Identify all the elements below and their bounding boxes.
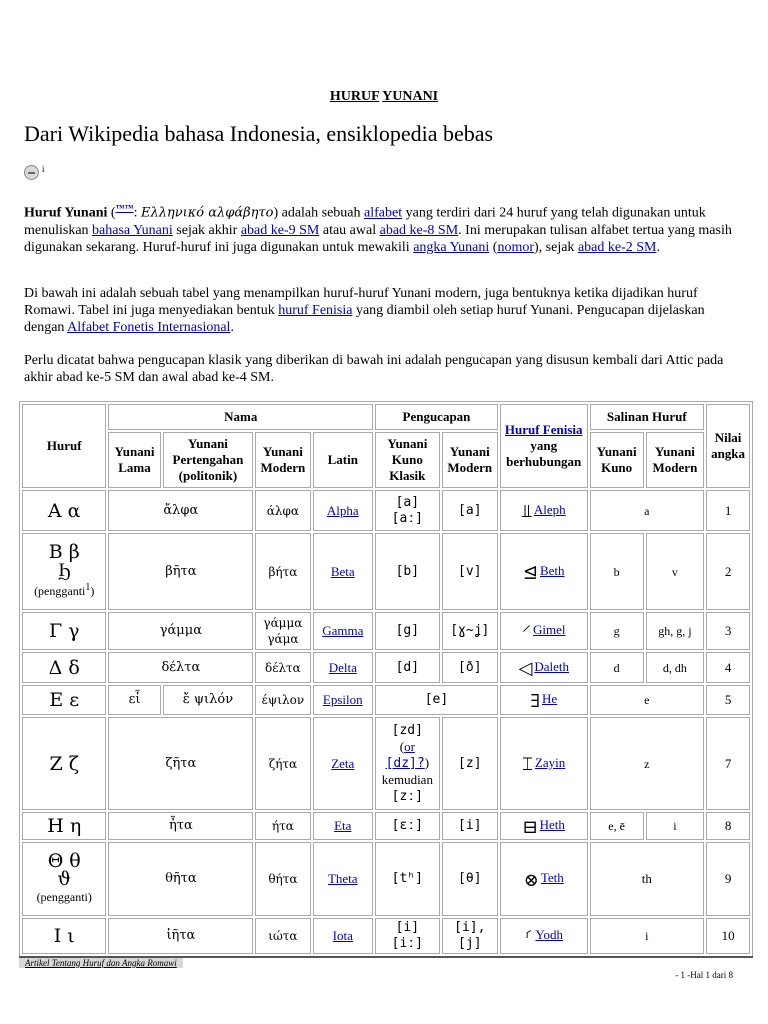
phoenician-cell [500,842,588,916]
link-he[interactable]: He [542,691,558,707]
modern-pron-cell: [ð] [442,652,498,683]
letter-cell: Β β Ϧ (pengganti$^1$) [22,533,106,610]
header-word-huruf[interactable]: HURUF [329,89,380,104]
value-cell: 1 [706,490,750,531]
letter-cell: Α α [22,490,106,531]
translit-cell: th [590,842,705,916]
modern-name-cell: βήτα [255,533,310,610]
modern-name-cell: δέλτα [255,652,310,683]
translit-cell: e [590,685,705,715]
intro-paragraph: Huruf Yunani (™™: Ελληνικό αλφάβητο) adalah sebuah alfabet yang terdiri dari 24 huruf yang telah digunakan untuk menuliskan bahasa Yunani sejak akhir abad ke-9 SM atau awal abad ke-8 SM. Ini merupakan tulisan alfabet tertua yang masih digunakan sekarang. Huruf-huruf ini juga digunakan untuk mewakili angka Yunani (nomor), sejak abad ke-2 SM. [24,203,732,255]
value-cell: 3 [706,612,750,650]
aleph-glyph-icon: ⫫ [521,501,532,521]
col-yunani-lama: Yunani Lama [108,432,160,488]
ancient-name-cell: ἄλφα [108,490,253,531]
translit-ancient-cell: d [590,652,644,683]
value-cell: 7 [706,717,750,810]
modern-name-cell: θήτα [255,842,310,916]
article-subject: Huruf Yunani [24,205,108,221]
translit-modern-cell: v [646,533,704,610]
table-row [22,918,750,954]
col-latin: Latin [313,432,373,488]
ancient-name-cell: βῆτα [108,533,253,610]
letter-cell: Ι ι [22,918,106,954]
link-zeta[interactable]: Zeta [331,755,355,771]
table-row [22,812,750,840]
modern-name-cell: γάμμα γάμα [255,612,310,650]
pron-cell: [e] [375,685,498,715]
link-iota[interactable]: Iota [332,928,353,943]
modern-name-cell: ζήτα [255,717,310,810]
ancient-name-cell: ἰῆτα [108,918,253,954]
classical-pron-cell: [d] [375,652,440,683]
value-cell: 9 [706,842,750,916]
value-cell: 2 [706,533,750,610]
modern-pron-cell: [θ] [442,842,498,916]
table-row [22,685,750,715]
page-header [0,89,768,105]
link-huruf-fenisia[interactable]: huruf Fenisia [278,303,353,318]
link-gamma[interactable]: Gamma [322,623,364,638]
translit-ancient-cell: b [590,533,644,610]
translit-cell: z [590,717,705,810]
translit-cell: i [590,918,705,954]
translit-ancient-cell: g [590,612,644,650]
classical-pron-cell: [a] [aː] [375,490,440,531]
link-daleth[interactable]: Daleth [534,658,569,674]
value-cell: 8 [706,812,750,840]
classical-pron-cell: [ɛː] [375,812,440,840]
classical-pron-cell: [zd] (or [dz]?) kemudian [zː] [375,717,440,810]
value-cell: 4 [706,652,750,683]
modern-name-cell: άλφα [255,490,310,531]
modern-name-cell: ήτα [255,812,310,840]
link-nomor[interactable]: nomor [497,239,534,255]
classical-pron-cell: [g] [375,612,440,650]
col-nilai: Nilai angka [706,404,750,488]
ancient-name-cell: δέλτα [108,652,253,683]
link-dz[interactable]: [dz]? [385,756,425,771]
table-row [22,717,750,810]
link-abad-ke-9-sm[interactable]: abad ke-9 SM [240,222,320,238]
page-number: - 1 -Hal 1 dari 8 [675,970,733,980]
col-salinan: Salinan Huruf [590,404,705,430]
link-or[interactable]: or [404,739,415,754]
page-title: Dari Wikipedia bahasa Indonesia, ensiklopedia bebas [24,121,494,146]
modern-pron-cell: [ɣ~ʝ] [442,612,498,650]
col-yunani-kuno: Yunani Kuno [590,432,644,488]
table-description-paragraph: Di bawah ini adalah sebuah tabel yang menampilkan huruf-huruf Yunani modern, juga bentuknya ketika dijadikan huruf Romawi. Tabel ini juga menyediakan bentuk huruf Fenisia yang diambil oleh setiap huruf Yunani. Pengucapan dijelaskan dengan Alfabet Fonetis Internasional. [24,286,705,335]
col-pengucapan: Pengucapan [375,404,498,430]
col-fenisia: Huruf Fenisia yang berhubungan [500,404,588,488]
letter-cell: Η η [22,812,106,840]
link-zayin[interactable]: Zayin [534,754,566,770]
link-epsilon[interactable]: Epsilon [322,692,363,707]
he-glyph-icon: ∃ [530,690,541,711]
link-teth[interactable]: Teth [540,870,564,886]
phoenician-cell [500,533,588,610]
classical-pron-cell: [tʰ] [375,842,440,916]
link-gimel[interactable]: Gimel [532,622,566,638]
greek-name: Ελληνικό αλφάβητο [140,205,274,221]
old-name-cell: εἶ [108,685,160,715]
phoenician-cell [500,812,588,840]
pronunciation-link[interactable]: ™™ [115,203,134,213]
translit-modern-cell: gh, g, j [646,612,704,650]
audio-info-icon[interactable]: i [42,164,45,174]
link-eta[interactable]: Eta [334,818,352,833]
ancient-name-cell: γάμμα [108,612,253,650]
link-fenisia-header[interactable]: Huruf Fenisia [504,422,583,437]
translit-cell: a [590,490,705,531]
beth-glyph-icon: ⊴ [522,562,538,582]
col-yunani-modern-translit: Yunani Modern [646,432,704,488]
modern-name-cell: ιώτα [255,918,310,954]
link-delta[interactable]: Delta [328,659,357,675]
link-alfabet-fonetis[interactable]: Alfabet Fonetis Internasional [67,320,231,335]
phoenician-cell [500,490,588,531]
modern-pron-cell: [i] [442,812,498,840]
col-yunani-modern-pron: Yunani Modern [442,432,498,488]
ancient-name-cell: ζῆτα [108,717,253,810]
col-huruf: Huruf [22,404,106,488]
link-abad-ke-8-sm[interactable]: abad ke-8 SM [379,222,459,238]
daleth-glyph-icon: ◁ [518,658,533,678]
classical-pron-cell: [i] [iː] [375,918,440,954]
modern-pron-cell: [z] [442,717,498,810]
phoenician-cell [500,918,588,954]
col-nama: Nama [108,404,373,430]
link-aleph[interactable]: Aleph [533,501,566,517]
classical-pron-cell: [b] [375,533,440,610]
pronunciation-note-paragraph: Perlu dicatat bahwa pengucapan klasik yang diberikan di bawah ini adalah pengucapan yang disusun kembali dari Attic pada akhir abad ke-5 SM dan awal abad ke-4 SM. [24,353,724,385]
ancient-name-cell: ἔ ψιλόν [163,685,254,715]
page-footer [19,956,753,968]
link-alpha[interactable]: Alpha [326,502,359,518]
link-beta[interactable]: Beta [330,563,355,579]
phoenician-cell [500,612,588,650]
yodh-glyph-icon: ⸂ [524,926,534,947]
footer-document-title: Artikel Tentang Huruf dan Angka Romawi [19,958,183,968]
modern-name-cell: έψιλον [255,685,310,715]
translit-ancient-cell: e, ē [590,812,644,840]
table-row [22,533,750,610]
link-heth[interactable]: Heth [539,817,565,833]
phoenician-cell [500,685,588,715]
value-cell: 5 [706,685,750,715]
letter-cell: Δ δ [22,652,106,683]
zayin-glyph-icon: ⌶ [522,754,533,774]
table-row [22,612,750,650]
letter-cell: Γ γ [22,612,106,650]
ancient-name-cell: θῆτα [108,842,253,916]
greek-alphabet-table [19,401,753,957]
speaker-icon[interactable] [24,165,39,180]
translit-modern-cell: i [646,812,704,840]
letter-cell: Ε ε [22,685,106,715]
phoenician-cell [500,652,588,683]
ancient-name-cell: ἦτα [108,812,253,840]
table-row [22,652,750,683]
modern-pron-cell: [a] [442,490,498,531]
letter-cell: Θ θ ϑ (pengganti) [22,842,106,916]
modern-pron-cell: [v] [442,533,498,610]
link-abad-ke-2-sm[interactable]: abad ke-2 SM [577,239,657,255]
gimel-glyph-icon: ⸍ [521,621,531,642]
link-beth[interactable]: Beth [539,562,565,578]
link-bahasa-yunani[interactable]: bahasa Yunani [92,222,173,238]
col-yunani-kuno-klasik: Yunani Kuno Klasik [375,432,440,488]
link-yodh[interactable]: Yodh [535,927,564,943]
phoenician-cell [500,717,588,810]
col-yunani-modern-name: Yunani Modern [255,432,310,488]
link-angka-yunani[interactable]: angka Yunani [413,239,490,255]
audio-button[interactable] [24,165,45,180]
translit-modern-cell: d, dh [646,652,704,683]
heth-glyph-icon: ⊟ [522,816,538,837]
link-theta[interactable]: Theta [327,871,358,886]
table-row [22,842,750,916]
modern-pron-cell: [i], [j] [442,918,498,954]
value-cell: 10 [706,918,750,954]
link-alfabet[interactable]: alfabet [364,205,403,221]
table-row [22,490,750,531]
letter-cell: Ζ ζ [22,717,106,810]
teth-glyph-icon: ⊗ [523,869,539,890]
header-word-yunani[interactable]: YUNANI [382,89,439,104]
col-yunani-pertengahan: Yunani Pertengahan (politonik) [163,432,254,488]
